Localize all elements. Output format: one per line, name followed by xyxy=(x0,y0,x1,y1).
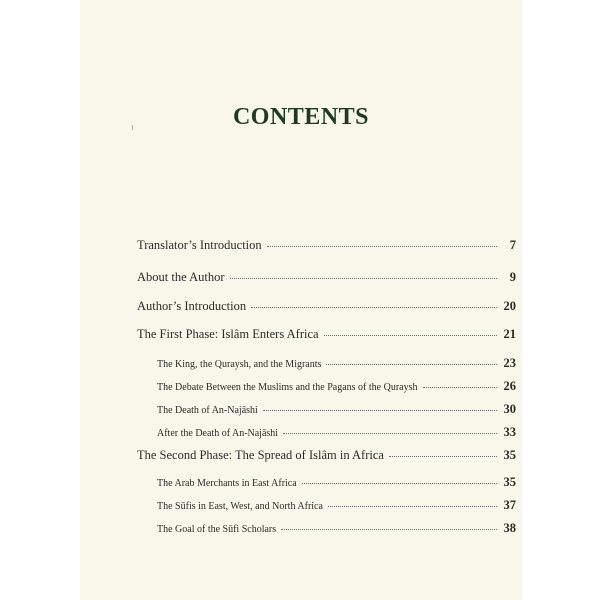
toc-entry xyxy=(137,327,516,342)
toc-entry-label: Author’s Introduction xyxy=(137,299,247,313)
toc-subentry xyxy=(157,402,516,417)
toc-entry-page: 33 xyxy=(503,425,516,439)
dot-leader xyxy=(251,307,497,308)
toc-subentry xyxy=(157,521,516,536)
dot-leader xyxy=(324,335,497,336)
toc-entry-page: 35 xyxy=(503,475,516,489)
toc-entry-page: 23 xyxy=(503,356,516,370)
toc-entry-label: After the Death of An-Najāshi xyxy=(157,428,279,439)
dot-leader xyxy=(283,433,497,434)
toc-entry-label: Translator’s Introduction xyxy=(137,238,262,252)
dot-leader xyxy=(389,456,497,457)
toc-entry-label: The Sūfis in East, West, and North Africa xyxy=(157,501,323,512)
toc-entry-page: 20 xyxy=(503,299,516,313)
toc-subentry xyxy=(157,425,516,440)
dot-leader xyxy=(281,529,497,530)
toc-entry-page: 37 xyxy=(503,498,516,512)
toc-entry-label: The Second Phase: The Spread of Islâm in Africa xyxy=(137,448,384,462)
toc-entry-page: 35 xyxy=(503,448,516,462)
dot-leader xyxy=(302,483,497,484)
toc-entry-page: 9 xyxy=(509,270,516,284)
toc-entry xyxy=(137,299,516,314)
toc-entry-label: The King, the Quraysh, and the Migrants xyxy=(157,359,322,370)
dot-leader xyxy=(267,246,497,247)
table-of-contents xyxy=(80,0,522,600)
toc-entry-label: About the Author xyxy=(137,270,225,284)
toc-entry-label: The Goal of the Sūfi Scholars xyxy=(157,524,277,535)
toc-entry-label: The First Phase: Islâm Enters Africa xyxy=(137,327,319,341)
toc-entry-page: 26 xyxy=(503,379,516,393)
toc-entry xyxy=(137,270,516,285)
toc-entry-label: The Arab Merchants in East Africa xyxy=(157,478,297,489)
book-page xyxy=(80,0,522,600)
dot-leader xyxy=(423,387,498,388)
toc-entry xyxy=(137,238,516,253)
toc-entry-label: The Debate Between the Muslims and the Pagans of the Quraysh xyxy=(157,382,418,393)
toc-subentry xyxy=(157,379,516,394)
dot-leader xyxy=(326,364,497,365)
toc-entry-label: The Death of An-Najāshi xyxy=(157,405,258,416)
toc-entry-page: 38 xyxy=(503,521,516,535)
toc-subentry xyxy=(157,475,516,490)
toc-subentry xyxy=(157,356,516,371)
toc-entry xyxy=(137,448,516,463)
dot-leader xyxy=(328,506,497,507)
toc-entry-page: 7 xyxy=(509,238,516,252)
toc-subentry xyxy=(157,498,516,513)
dot-leader xyxy=(263,410,497,411)
toc-entry-page: 30 xyxy=(503,402,516,416)
toc-entry-page: 21 xyxy=(503,327,516,341)
contents-heading: CONTENTS xyxy=(232,104,370,130)
dot-leader xyxy=(230,278,498,279)
